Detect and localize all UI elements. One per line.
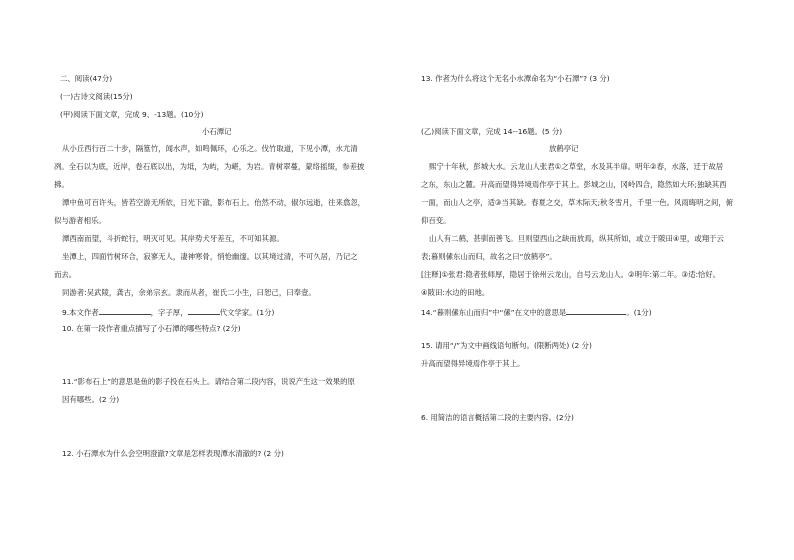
question-14-part: 14.“暮则傃东山而归”中“傃”在文中的意思是: [421, 308, 567, 317]
annotation-line: [注释]①张君:隐者张师厚，隐居于徐州云龙山，自号云龙山人。②明年:第二年。③适:恰好。: [421, 270, 721, 279]
passage-jia-title: 小石潭记: [202, 127, 232, 136]
p1-line: 一面，而山人之亭，适③当其缺。春夏之交，草木际天;秋冬雪月，千里一色。风雨晦明之间，俯: [421, 198, 734, 207]
para4-line: 坐潭上，四面竹树环合，寂寥无人，凄神寒骨，悄怆幽邃。以其境过清，不可久居，乃记之: [62, 252, 358, 261]
question-9-part: ，字子厚，: [150, 308, 188, 317]
para1-line: 拂。: [54, 180, 69, 189]
question-15-sentence: 升高而望得异境焉作亭于其上。: [421, 359, 525, 368]
para4-line: 而去。: [54, 270, 77, 279]
subsection-title: (一)古诗文阅读(15分): [60, 92, 133, 101]
passage-yi-title: 放鹤亭记: [549, 144, 579, 153]
question-9-part: 代文学家。(1分): [219, 308, 275, 317]
question-14-part: 。(1分): [626, 308, 652, 317]
question-9: [62, 306, 274, 318]
question-10: 10. 在第一段作者重点描写了小石潭的哪些特点? (2分): [62, 324, 241, 333]
passage-yi-instruction: (乙)阅读下面文章，完成 14--16题。(5 分): [421, 127, 563, 136]
p2-line: 表;暮则傃东山而归，故名之曰“放鹤亭”。: [421, 252, 557, 261]
question-15: 15. 请用“/”为文中画线语句断句。(限断两处) (2 分): [421, 341, 592, 350]
para5-line: 同游者:吴武陵，龚古，余弟宗玄。隶而从者，崔氏二小生，曰恕己，曰奉壹。: [62, 288, 316, 297]
para1-line: 从小丘西行百二十步，隔篁竹，闻水声，如鸣佩环，心乐之。伐竹取道，下见小潭，水尤清: [62, 144, 358, 153]
answer-blank[interactable]: [566, 306, 626, 315]
answer-blank[interactable]: [99, 306, 151, 315]
answer-blank[interactable]: [188, 306, 220, 315]
passage-jia-instruction: (甲)阅读下面文章，完成 9、-13题。(10分): [60, 110, 204, 119]
annotation-line: ④陂田:水边的田地。: [421, 288, 490, 297]
question-14: [421, 306, 652, 318]
para3-line: 潭西南而望，斗折蛇行，明灭可见。其岸势犬牙差互，不可知其源。: [62, 234, 284, 243]
question-13: 13. 作者为什么将这个无名小水潭命名为“小石潭”? (3 分): [421, 74, 610, 83]
para1-line: 冽。全石以为底，近岸，卷石底以出，为坻，为屿，为嵁，为岩。青树翠蔓，蒙络摇缀，参差披: [54, 162, 365, 171]
p1-line: 之东，东山之麓。升高而望得异境焉作亭于其上。彭城之山，冈岭四合，隐然如大环;独缺其西: [421, 180, 727, 189]
question-11-line: 11.“影布石上”的意思是鱼的影子投在石头上。请结合第二段内容，说说产生这一效果的原: [62, 377, 355, 386]
para2-line: 潭中鱼可百许头，皆若空游无所依，日光下澈，影布石上。佁然不动，俶尔远逝，往来翕忽，: [62, 198, 366, 207]
question-11-line: 因有哪些。(2 分): [62, 395, 120, 404]
p1-line: 熙宁十年秋，彭城大水。云龙山人张君①之草堂，水及其半扉。明年②春，水落，迁于故居: [429, 162, 724, 171]
question-12: 12. 小石潭水为什么会空明澄澈?文章是怎样表现潭水清澈的? (2 分): [62, 449, 284, 458]
p2-line: 山人有二鹤，甚驯而善飞。旦则望西山之缺而放焉，纵其所如，或立于陂田④里，或翔于云: [429, 234, 724, 243]
p1-line: 仰百变。: [421, 216, 451, 225]
question-16: 6. 用简洁的语言概括第二段的主要内容。(2分): [421, 413, 574, 422]
question-9-part: 9.本文作者: [62, 308, 99, 317]
para2-line: 似与游者相乐。: [54, 216, 106, 225]
section-title: 二、阅读(47分): [60, 74, 113, 83]
